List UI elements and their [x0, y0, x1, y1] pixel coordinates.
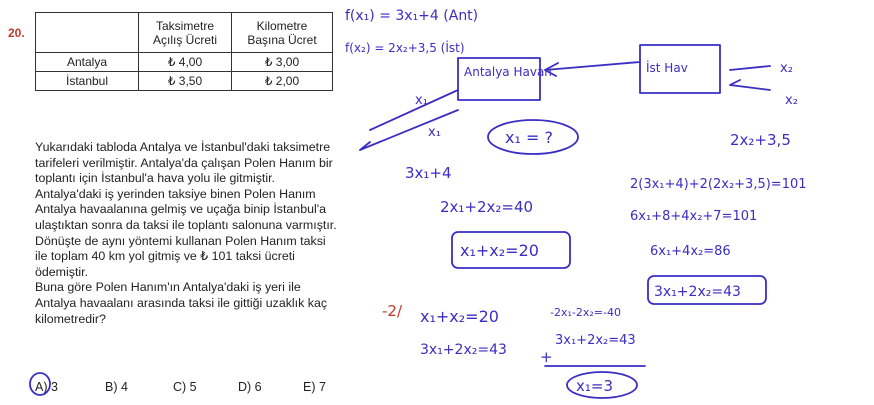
- hw-x2-a: x₂: [780, 61, 793, 76]
- arrows-taxi-istanbul: [730, 66, 770, 90]
- question-paragraph: Yukarıdaki tabloda Antalya ve İstanbul'daki taksimetre tarifeleri verilmiştir. Antalya'da çalışan Polen Hanım bir toplantı için İstanbul'a hava yolu ile gitmiştir. Antalya'daki iş yerinden taksiye binen Polen Hanım Antalya havaalanına gelmiş ve uçağa binip İstanbul'a ulaştıktan sonra da taksi ile toplantı salonuna varmıştır. Dönüşte de aynı yöntemi kullanan Polen Hanım taksi ile toplam 40 km yol gitmiş ve ₺ 101 taksi ücreti ödemiştir.: [35, 140, 337, 279]
- table-header-opening-fare: Taksimetre Açılış Ücreti: [139, 13, 232, 53]
- hw-x1-q: x₁ = ?: [505, 128, 553, 147]
- table-cell-city: Antalya: [36, 53, 139, 72]
- hw-elim2: 3x₁+2x₂=43: [555, 333, 636, 348]
- hw-plus: +: [540, 348, 553, 366]
- hw-x1-a: x₁: [415, 93, 428, 108]
- table-cell-per-km: ₺ 3,00: [232, 53, 333, 72]
- question-prompt: Buna göre Polen Hanım'ın Antalya'daki iş yeri ile Antalya havaalanı arasında taksi ile gittiği uzaklık kaç kilometredir?: [35, 280, 328, 326]
- arrows-taxi-antalya: [360, 90, 458, 150]
- hw-sum1: 2x₁+2x₂=40: [440, 198, 534, 216]
- hw-box-ist: İst Hav: [646, 61, 688, 75]
- question-number: 20.: [8, 26, 25, 40]
- option-e[interactable]: E) 7: [303, 380, 326, 394]
- question-text: [35, 140, 340, 327]
- table-cell-city: İstanbul: [36, 72, 139, 91]
- table-header-per-km-fare: Kilometre Başına Ücret: [232, 13, 333, 53]
- hw-mult: -2/: [382, 302, 403, 320]
- hw-sys1: x₁+x₂=20: [420, 307, 499, 326]
- handwritten-solution: [340, 0, 874, 405]
- hw-f1: f(x₁) = 3x₁+4 (Ant): [345, 8, 479, 24]
- hw-eq3: 6x₁+4x₂=86: [650, 244, 731, 259]
- table-header-row: [36, 13, 333, 53]
- table-header-empty: [36, 13, 139, 53]
- hw-expr-ant: 3x₁+4: [405, 164, 452, 182]
- hw-eq4: 3x₁+2x₂=43: [654, 284, 741, 300]
- fare-table: [35, 12, 333, 91]
- hw-box-antalya: Antalya Havan: [464, 65, 552, 79]
- hw-expr-ist: 2x₂+3,5: [730, 131, 791, 149]
- table-row: [36, 72, 333, 91]
- arrow-flight: [545, 62, 640, 76]
- hw-elim1: -2x₁-2x₂=-40: [550, 306, 621, 319]
- table-cell-opening: ₺ 4,00: [139, 53, 232, 72]
- hw-x2-b: x₂: [785, 93, 798, 108]
- option-a[interactable]: A) 3: [35, 380, 58, 394]
- option-c[interactable]: C) 5: [173, 380, 197, 394]
- table-cell-per-km: ₺ 2,00: [232, 72, 333, 91]
- answer-circle-mark: [30, 374, 54, 400]
- hw-result: x₁=3: [576, 377, 614, 395]
- option-b[interactable]: B) 4: [105, 380, 128, 394]
- hw-eq2: 6x₁+8+4x₂+7=101: [630, 209, 758, 224]
- hw-sys2: 3x₁+2x₂=43: [420, 342, 507, 358]
- hw-eq1: 2(3x₁+4)+2(2x₂+3,5)=101: [630, 177, 807, 192]
- hw-sum2: x₁+x₂=20: [460, 241, 539, 260]
- hw-f2: f(x₂) = 2x₂+3,5 (İst): [345, 41, 465, 55]
- table-row: [36, 53, 333, 72]
- option-d[interactable]: D) 6: [238, 380, 262, 394]
- hw-x1-b: x₁: [428, 125, 441, 140]
- table-cell-opening: ₺ 3,50: [139, 72, 232, 91]
